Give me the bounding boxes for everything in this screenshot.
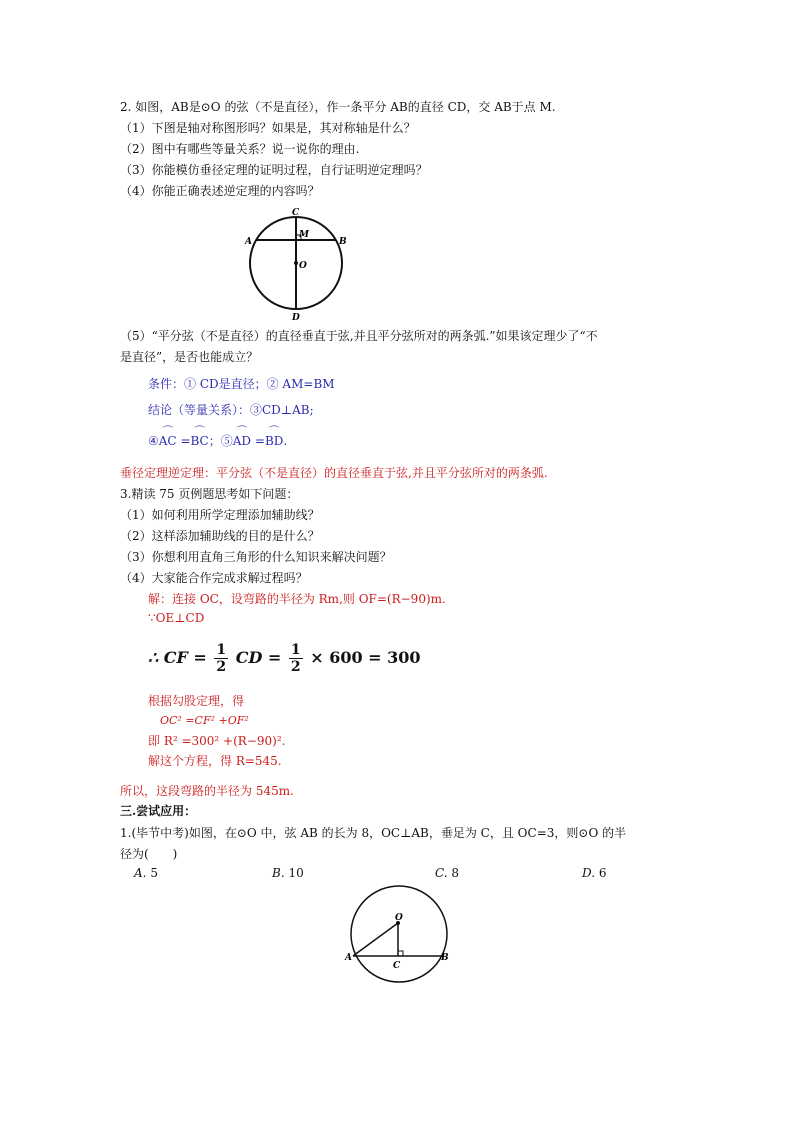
equation-substituted: 即 R² =300² +(R−90)². xyxy=(148,734,286,748)
solution-line-1: 解：连接 OC，设弯路的半径为 Rm,则 OF=(R−90)m. xyxy=(148,592,446,606)
arc-AC: ⌒ AC xyxy=(159,432,177,450)
option-c: C. 8 xyxy=(435,866,460,880)
arc-BD: ⌒ BD xyxy=(265,432,283,450)
q2-item-4: （4）你能正确表述逆定理的内容吗？ xyxy=(120,184,320,198)
q2-q5-line2: 是直径”，是否也能成立？ xyxy=(120,350,259,364)
q2-condition: 条件：① CD是直径；② AM=BM xyxy=(148,377,335,391)
circle-diagram-exercise xyxy=(340,880,460,1000)
solution-equation: ∴ CF = $\frac{1}{2}$ CD = $\frac{1}{2}$ × 600 = 300 xyxy=(148,642,421,675)
exercise-1-line1: 1.(毕节中考)如图，在⊙O 中，弦 AB 的长为 8，OC⊥AB，垂足为 C，且 OC=3，则⊙O 的半 xyxy=(120,826,627,840)
q2-arc-equalities: ④⌒ AC =⌒ BC；⑤⌒ AD =⌒ BD. xyxy=(148,432,287,450)
exercise-label-O: O xyxy=(395,913,403,923)
solution-line-2: ∵OE⊥CD xyxy=(148,611,205,625)
exercise-1-line2: 径为( ) xyxy=(120,847,178,861)
q2-item-1: （1）下图是轴对称图形吗？如果是，其对称轴是什么？ xyxy=(120,121,416,135)
label-D: D xyxy=(292,313,300,323)
label-C: C xyxy=(292,208,300,218)
option-d: D. 6 xyxy=(582,866,607,880)
label-A: A xyxy=(245,237,252,247)
arc-BC: ⌒ BC xyxy=(191,432,209,450)
exercise-label-B: B xyxy=(441,953,449,963)
solution-conclusion: 所以，这段弯路的半径为 545m. xyxy=(120,784,294,798)
pythagoras-intro: 根据勾股定理，得 xyxy=(148,694,245,708)
equation-solved: 解这个方程，得 R=545. xyxy=(148,754,282,768)
option-a: A. 5 xyxy=(134,866,158,880)
q3-intro: 3.精读 75 页例题思考如下问题： xyxy=(120,487,299,501)
q3-item-1: （1）如何利用所学定理添加辅助线？ xyxy=(120,508,320,522)
q3-item-3: （3）你想利用直角三角形的什么知识来解决问题？ xyxy=(120,550,392,564)
exercise-label-A: A xyxy=(345,953,352,963)
arc-AD: ⌒ AD xyxy=(233,432,251,450)
pythagoras-equation: OC² =CF² +OF² xyxy=(160,714,249,727)
exercise-label-C: C xyxy=(393,961,401,971)
q2-item-3: （3）你能模仿垂径定理的证明过程，自行证明逆定理吗？ xyxy=(120,163,428,177)
section-heading: 三.尝试应用： xyxy=(120,804,197,818)
q3-item-2: （2）这样添加辅助线的目的是什么？ xyxy=(120,529,320,543)
label-B: B xyxy=(339,237,347,247)
option-b: B. 10 xyxy=(272,866,304,880)
q2-q5-line1: （5）“平分弦（不是直径）的直径垂直于弦,并且平分弦所对的两条弧.”如果该定理少了“不 xyxy=(120,329,598,343)
label-O: O xyxy=(299,261,307,271)
circle-diagram-chord-diameter xyxy=(240,205,360,325)
converse-theorem: 垂径定理逆定理：平分弦（不是直径）的直径垂直于弦,并且平分弦所对的两条弧. xyxy=(120,466,548,480)
q2-item-2: （2）图中有哪些等量关系？说一说你的理由. xyxy=(120,142,360,156)
q2-conclusion: 结论（等量关系）：③CD⊥AB; xyxy=(148,403,314,417)
label-M: M xyxy=(299,230,309,240)
q2-intro: 2. 如图，AB是⊙O 的弦（不是直径），作一条平分 AB的直径 CD，交 AB于点 M. xyxy=(120,100,556,114)
q3-item-4: （4）大家能合作完成求解过程吗？ xyxy=(120,571,308,585)
